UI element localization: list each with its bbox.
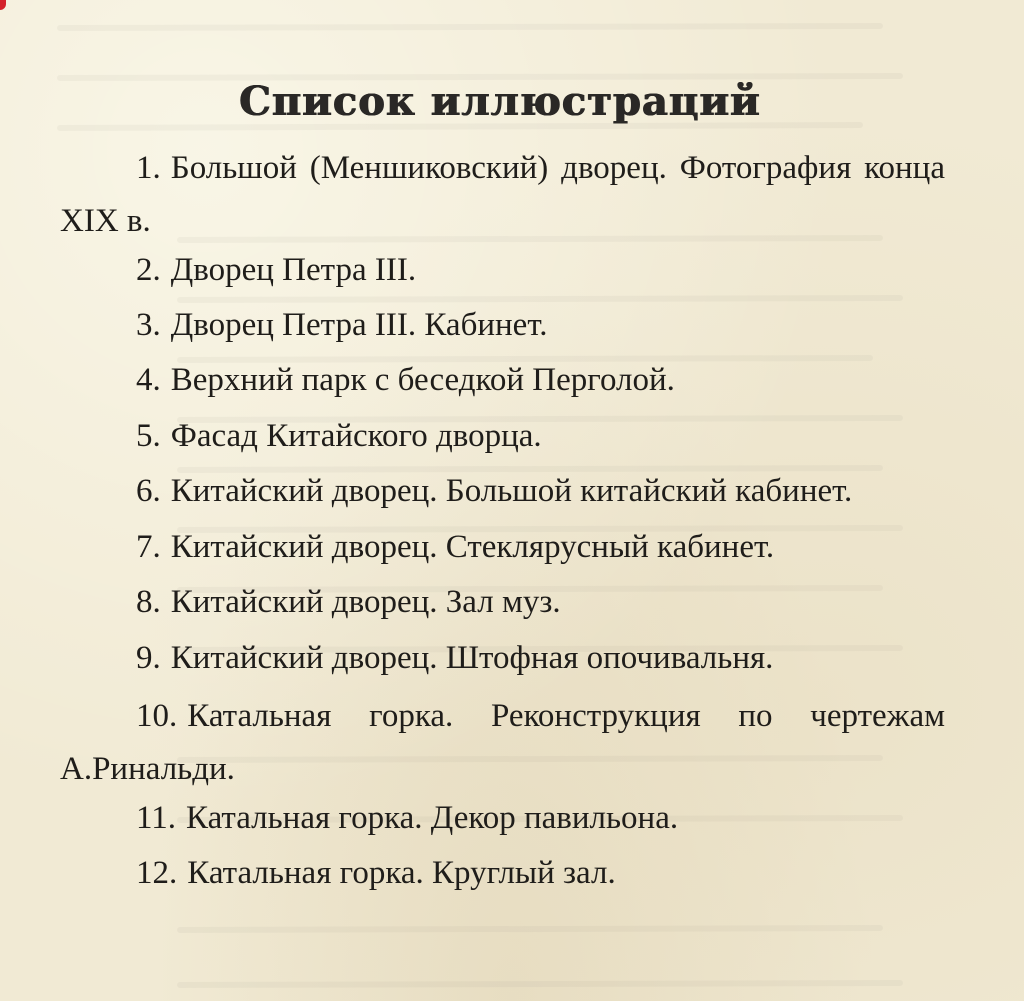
list-item-text: Катальная горка. Реконструкция по чертежам А.Ринальди. — [60, 698, 945, 787]
list-item-text: Катальная горка. Круглый зал. — [187, 855, 616, 891]
list-item — [60, 299, 945, 352]
page-title: Список иллюстраций — [239, 78, 761, 125]
list-item-text: Дворец Петра III. — [170, 252, 417, 288]
list-item — [60, 690, 945, 796]
list-item — [60, 354, 945, 407]
list-item-number: 8. — [136, 584, 161, 620]
list-item-number: 3. — [136, 307, 161, 343]
list-item-text: Верхний парк с беседкой Перголой. — [170, 362, 675, 398]
list-item-text: Китайский дворец. Большой китайский кабинет. — [170, 473, 853, 509]
list-item-number: 4. — [136, 362, 161, 398]
list-item — [60, 632, 945, 685]
list-item-number: 7. — [136, 529, 161, 565]
list-item — [60, 521, 945, 574]
list-item-number: 2. — [136, 252, 161, 288]
list-item — [60, 142, 945, 248]
red-ink-mark — [0, 0, 6, 10]
list-item-number: 9. — [136, 640, 161, 676]
list-item — [60, 792, 945, 845]
list-item-text: Китайский дворец. Штофная опочивальня. — [170, 640, 774, 676]
list-item-number: 6. — [136, 473, 161, 509]
list-item-number: 11. — [136, 800, 177, 836]
list-item-number: 1. — [136, 150, 161, 186]
list-item — [60, 244, 945, 297]
list-item-number: 5. — [136, 418, 161, 454]
list-item — [60, 847, 945, 900]
list-item-text: Фасад Китайского дворца. — [170, 418, 542, 454]
list-item-text: Дворец Петра III. Кабинет. — [170, 307, 548, 343]
list-item — [60, 576, 945, 629]
list-item-text: Большой (Меншиковский) дворец. Фотография конца XIX в. — [60, 150, 945, 239]
list-item-number: 10. — [136, 698, 178, 734]
list-item-text: Катальная горка. Декор павильона. — [186, 800, 679, 836]
list-item-text: Китайский дворец. Стеклярусный кабинет. — [170, 529, 775, 565]
list-item-text: Китайский дворец. Зал муз. — [170, 584, 561, 620]
list-item — [60, 465, 945, 518]
list-item-number: 12. — [136, 855, 178, 891]
list-item — [60, 410, 945, 463]
